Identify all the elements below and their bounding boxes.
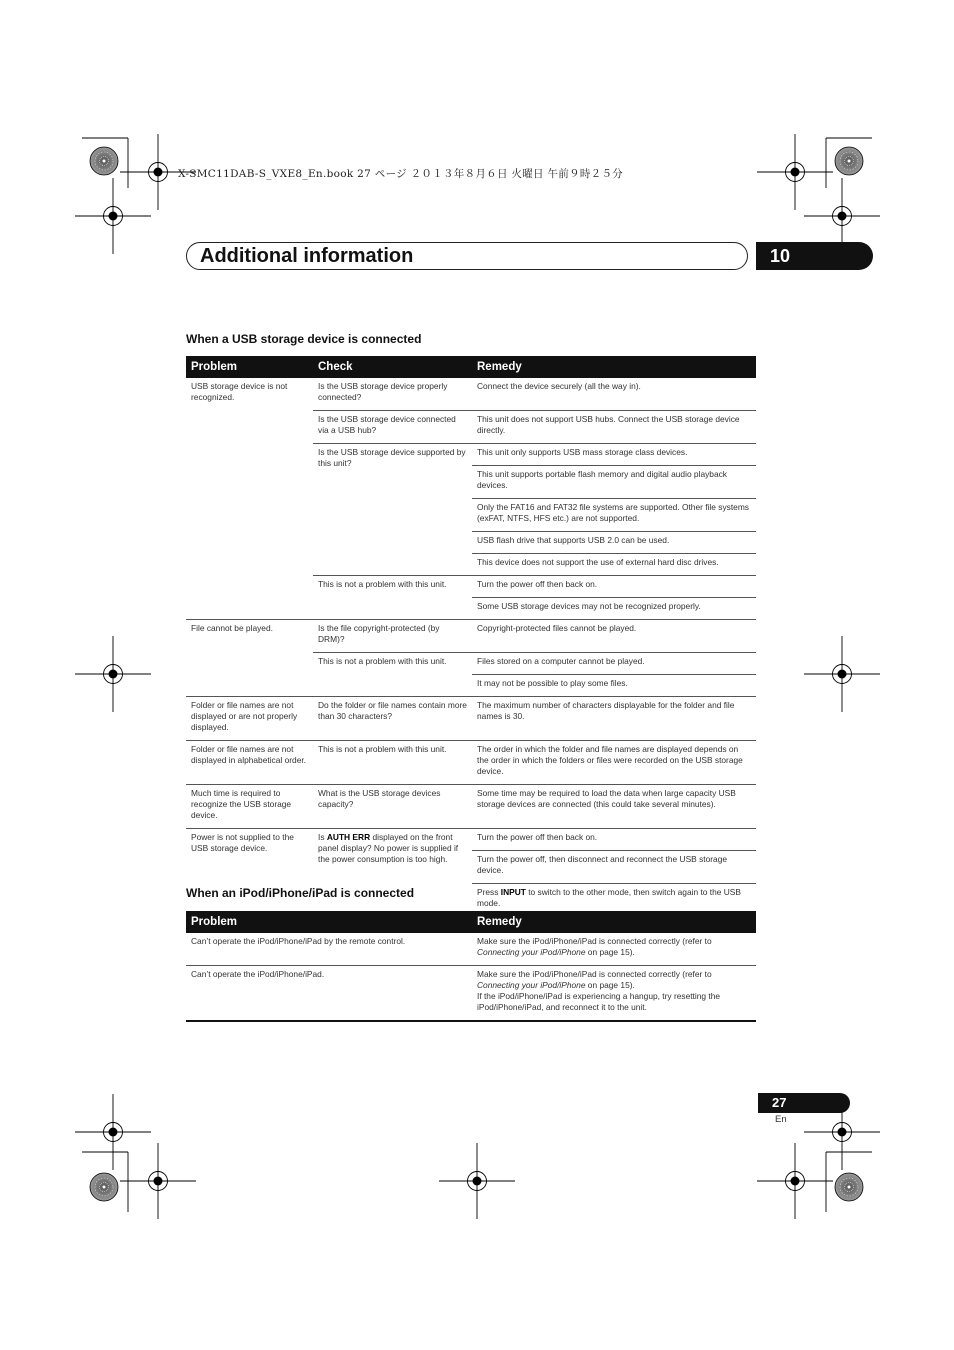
remedy-cell: USB flash drive that supports USB 2.0 can be used. — [472, 532, 756, 554]
remedy-text: to switch to the other mode, then switch again to the USB mode. — [477, 887, 741, 908]
registration-mark-icon — [75, 1094, 151, 1170]
cross-reference: Connecting your iPod/iPhone — [477, 980, 586, 990]
remedy-cell: Files stored on a computer cannot be played. — [472, 653, 756, 675]
remedy-cell: It may not be possible to play some files. — [472, 675, 756, 697]
registration-mark-icon — [120, 1143, 196, 1219]
column-header: Remedy — [472, 911, 756, 933]
remedy-cell: Only the FAT16 and FAT32 file systems are supported. Other file systems (exFAT, NTFS, HFS etc.) are not supported. — [472, 499, 756, 532]
ipod-section-heading: When an iPod/iPhone/iPad is connected — [186, 886, 415, 900]
problem-cell: Can’t operate the iPod/iPhone/iPad. — [186, 966, 472, 1022]
chapter-number: 10 — [756, 242, 873, 270]
check-cell: Is the USB storage device connected via a USB hub? — [313, 411, 472, 444]
cross-reference: Connecting your iPod/iPhone — [477, 947, 586, 957]
remedy-text: Make sure the iPod/iPhone/iPad is connected correctly (refer to — [477, 969, 712, 979]
column-header: Check — [313, 356, 472, 378]
check-cell: Is the USB storage device supported by this unit? — [313, 444, 472, 576]
color-bar-icon — [835, 1173, 863, 1201]
table-row — [186, 620, 756, 653]
color-bar-icon — [90, 147, 118, 175]
problem-cell: Power is not supplied to the USB storage device. — [186, 829, 313, 918]
remedy-cell: Connect the device securely (all the way in). — [472, 378, 756, 411]
registration-mark-icon — [757, 134, 833, 210]
check-cell: This is not a problem with this unit. — [313, 741, 472, 785]
registration-mark-icon — [75, 636, 151, 712]
problem-cell: Can’t operate the iPod/iPhone/iPad by the remote control. — [186, 933, 472, 966]
remedy-cell — [472, 966, 756, 1022]
table-row — [186, 785, 756, 829]
remedy-cell — [472, 933, 756, 966]
page-language: En — [775, 1114, 787, 1125]
problem-cell: Folder or file names are not displayed or are not properly displayed. — [186, 697, 313, 741]
problem-cell: Much time is required to recognize the USB storage device. — [186, 785, 313, 829]
table-row — [186, 697, 756, 741]
usb-section-heading: When a USB storage device is connected — [186, 332, 422, 346]
remedy-cell: Some USB storage devices may not be recognized properly. — [472, 598, 756, 620]
remedy-text: Press — [477, 887, 501, 897]
registration-mark-icon — [757, 1143, 833, 1219]
table-header-row — [186, 911, 756, 933]
color-bar-icon — [835, 147, 863, 175]
registration-mark-icon — [804, 636, 880, 712]
remedy-text: If the iPod/iPhone/iPad is experiencing a hangup, try resetting the iPod/iPhone/iPad, and reconnect it to the unit. — [477, 991, 721, 1012]
table-row — [186, 741, 756, 785]
remedy-cell: Turn the power off then back on. — [472, 576, 756, 598]
display-message: AUTH ERR — [326, 832, 371, 842]
usb-troubleshooting-table — [186, 356, 756, 918]
column-header: Problem — [186, 356, 313, 378]
book-file-line: X-SMC11DAB-S_VXE8_En.book 27 ページ ２０１３年８月６日 火曜日 午前９時２５分 — [178, 168, 624, 180]
registration-mark-icon — [75, 178, 151, 254]
remedy-cell: The order in which the folder and file names are displayed depends on the order in which the folders or files were recorded on the USB storage device. — [472, 741, 756, 785]
table-row — [186, 829, 756, 851]
column-header: Problem — [186, 911, 472, 933]
table-header-row — [186, 356, 756, 378]
problem-cell: USB storage device is not recognized. — [186, 378, 313, 620]
table-row — [186, 933, 756, 966]
check-cell: This is not a problem with this unit. — [313, 653, 472, 697]
remedy-text: on page 15). — [585, 947, 635, 957]
check-cell: Is the file copyright-protected (by DRM)? — [313, 620, 472, 653]
page-number: 27 — [758, 1093, 850, 1113]
table-row — [186, 378, 756, 411]
remedy-cell: The maximum number of characters displayable for the folder and file names is 30. — [472, 697, 756, 741]
registration-mark-icon — [439, 1143, 515, 1219]
problem-cell: File cannot be played. — [186, 620, 313, 697]
column-header: Remedy — [472, 356, 756, 378]
check-text: Is — [318, 832, 327, 842]
remedy-cell: Copyright-protected files cannot be played. — [472, 620, 756, 653]
check-text: displayed on the front panel display? No power is supplied if the power consumption is too high. — [318, 832, 459, 864]
check-cell: Is the USB storage device properly connected? — [313, 378, 472, 411]
remedy-text: on page 15). — [585, 980, 635, 990]
remedy-cell: This device does not support the use of external hard disc drives. — [472, 554, 756, 576]
table-row — [186, 966, 756, 1022]
check-cell: Do the folder or file names contain more than 30 characters? — [313, 697, 472, 741]
remedy-cell: This unit does not support USB hubs. Connect the USB storage device directly. — [472, 411, 756, 444]
problem-cell: Folder or file names are not displayed in alphabetical order. — [186, 741, 313, 785]
check-cell — [313, 829, 472, 918]
chapter-title: Additional information — [200, 245, 414, 267]
check-cell: This is not a problem with this unit. — [313, 576, 472, 620]
remedy-cell: Turn the power off, then disconnect and reconnect the USB storage device. — [472, 851, 756, 884]
remedy-cell: This unit supports portable flash memory and digital audio playback devices. — [472, 466, 756, 499]
ipod-troubleshooting-table — [186, 911, 756, 1022]
remedy-cell: Turn the power off then back on. — [472, 829, 756, 851]
remedy-text: Make sure the iPod/iPhone/iPad is connected correctly (refer to — [477, 936, 712, 946]
color-bar-icon — [90, 1173, 118, 1201]
remedy-cell: This unit only supports USB mass storage class devices. — [472, 444, 756, 466]
remedy-cell: Some time may be required to load the data when large capacity USB storage devices are connected (this could take several minutes). — [472, 785, 756, 829]
button-name: INPUT — [500, 887, 526, 897]
check-cell: What is the USB storage devices capacity? — [313, 785, 472, 829]
